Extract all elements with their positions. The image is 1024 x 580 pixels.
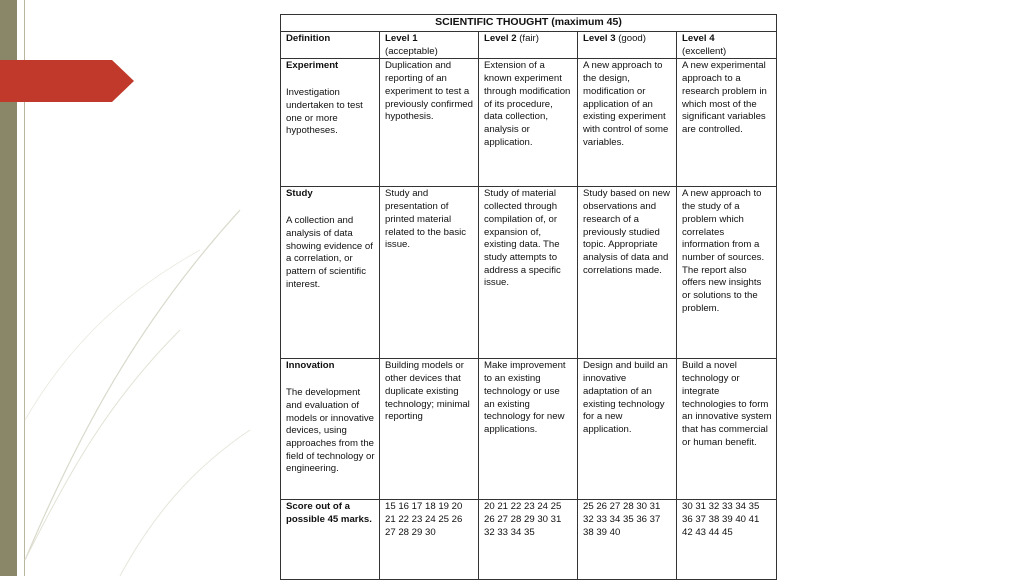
score-level-4: 30 31 32 33 34 35 36 37 38 39 40 41 42 43 44 45 <box>677 500 777 580</box>
header-level-4: Level 4 (excellent) <box>677 32 777 59</box>
header-level-1: Level 1 (acceptable) <box>380 32 479 59</box>
score-label: Score out of a possible 45 marks. <box>281 500 380 580</box>
cell-level-2: Study of material collected through compilation of, or expansion of, existing data. The study attempts to address a specific issue. <box>479 187 578 359</box>
row-definition: Experiment Investigation undertaken to test one or more hypotheses. <box>281 59 380 187</box>
score-level-3: 25 26 27 28 30 31 32 33 34 35 36 37 38 39 40 <box>578 500 677 580</box>
row-definition: Study A collection and analysis of data showing evidence of a correlation, or pattern of scientific interest. <box>281 187 380 359</box>
header-level-3: Level 3 (good) <box>578 32 677 59</box>
cell-level-2: Make improvement to an existing technology or use an existing technology for new applications. <box>479 359 578 500</box>
score-level-1: 15 16 17 18 19 20 21 22 23 24 25 26 27 28 29 30 <box>380 500 479 580</box>
score-level-2: 20 21 22 23 24 25 26 27 28 29 30 31 32 33 34 35 <box>479 500 578 580</box>
cell-level-3: Study based on new observations and research of a previously studied topic. Appropriate analysis of data and correlations made. <box>578 187 677 359</box>
header-definition: Definition <box>281 32 380 59</box>
table-title: SCIENTIFIC THOUGHT (maximum 45) <box>281 15 777 32</box>
red-arrow-ribbon <box>0 60 134 102</box>
header-level-2: Level 2 (fair) <box>479 32 578 59</box>
row-innovation <box>281 359 777 500</box>
row-study <box>281 187 777 359</box>
cell-level-3: Design and build an innovative adaptation of an existing technology for a new application. <box>578 359 677 500</box>
row-experiment <box>281 59 777 187</box>
header-row <box>281 32 777 59</box>
row-definition: Innovation The development and evaluation of models or innovative devices, using approaches from the field of technology or engineering. <box>281 359 380 500</box>
cell-level-4: A new approach to the study of a problem which correlates information from a number of sources. The report also offers new insights or solutions to the problem. <box>677 187 777 359</box>
cell-level-1: Building models or other devices that duplicate existing technology; minimal reporting <box>380 359 479 500</box>
cell-level-1: Duplication and reporting of an experiment to test a previously confirmed hypothesis. <box>380 59 479 187</box>
rubric-table <box>280 14 777 580</box>
cell-level-4: A new experimental approach to a research problem in which most of the significant variables are controlled. <box>677 59 777 187</box>
row-score <box>281 500 777 580</box>
cell-level-4: Build a novel technology or integrate technologies to form an innovative system that has commercial or human benefit. <box>677 359 777 500</box>
cell-level-2: Extension of a known experiment through modification of its procedure, data collection, analysis or application. <box>479 59 578 187</box>
cell-level-3: A new approach to the design, modification or application of an existing experiment with control of some variables. <box>578 59 677 187</box>
cell-level-1: Study and presentation of printed material related to the basic issue. <box>380 187 479 359</box>
